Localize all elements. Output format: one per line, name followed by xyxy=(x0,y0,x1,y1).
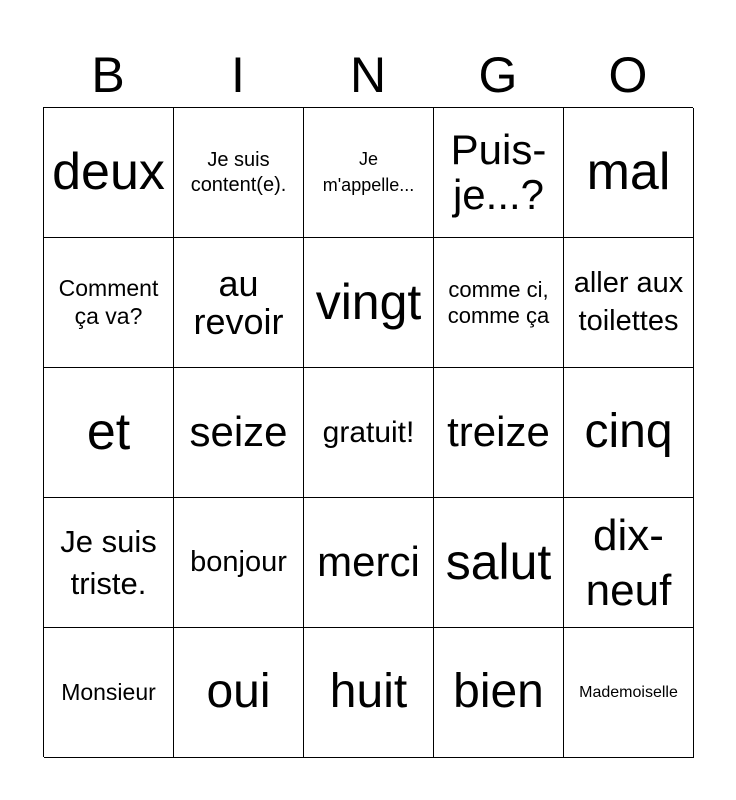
header-letter-b: B xyxy=(91,47,125,103)
bingo-cell[interactable] xyxy=(174,238,304,368)
bingo-cell[interactable] xyxy=(434,498,564,628)
bingo-cell[interactable] xyxy=(434,628,564,758)
cell-text: dix-neuf xyxy=(585,510,672,615)
cell-text: treize xyxy=(447,408,550,456)
cell-text: vingt xyxy=(315,274,422,331)
bingo-cell[interactable] xyxy=(304,108,434,238)
cell-text: bonjour xyxy=(190,546,287,579)
cell-text: Je m'appelle... xyxy=(322,149,415,195)
bingo-cell[interactable] xyxy=(304,498,434,628)
bingo-cell[interactable] xyxy=(174,498,304,628)
cell-text: au revoir xyxy=(193,262,284,342)
cell-text: et xyxy=(86,403,131,462)
bingo-cell[interactable] xyxy=(44,238,174,368)
bingo-cell[interactable] xyxy=(434,108,564,238)
cell-text: bien xyxy=(453,665,544,719)
header-letter-g: G xyxy=(478,47,518,103)
cell-text: Je suis triste. xyxy=(60,523,157,601)
cell-text: Je suis content(e). xyxy=(190,148,287,196)
cell-text: seize xyxy=(189,408,288,456)
cell-text: Comment ça va? xyxy=(58,274,159,329)
bingo-cell[interactable] xyxy=(174,368,304,498)
bingo-cell[interactable] xyxy=(304,368,434,498)
cell-text: comme ci, comme ça xyxy=(447,277,550,328)
bingo-cell[interactable] xyxy=(434,238,564,368)
bingo-board xyxy=(43,107,693,757)
cell-text: huit xyxy=(329,665,408,719)
bingo-cell[interactable] xyxy=(564,238,694,368)
bingo-cell[interactable] xyxy=(44,498,174,628)
cell-text: Mademoiselle xyxy=(579,683,678,701)
bingo-cell[interactable] xyxy=(44,628,174,758)
cell-text: salut xyxy=(445,534,552,591)
cell-text: oui xyxy=(206,665,271,719)
cell-text: gratuit! xyxy=(322,415,415,449)
cell-text: mal xyxy=(586,143,671,202)
bingo-cell[interactable] xyxy=(304,628,434,758)
header-letter-i: I xyxy=(231,47,245,103)
bingo-cell[interactable] xyxy=(44,108,174,238)
bingo-cell[interactable] xyxy=(304,238,434,368)
cell-text: merci xyxy=(317,538,420,586)
cell-text: Monsieur xyxy=(61,679,156,706)
cell-text: aller aux toilettes xyxy=(573,266,684,337)
bingo-cell[interactable] xyxy=(44,368,174,498)
header-letter-n: N xyxy=(349,47,387,103)
bingo-cell[interactable] xyxy=(564,368,694,498)
bingo-cell[interactable] xyxy=(434,368,564,498)
header-letter-o: O xyxy=(608,47,648,103)
bingo-cell[interactable] xyxy=(564,108,694,238)
bingo-cell[interactable] xyxy=(564,628,694,758)
cell-text: cinq xyxy=(584,405,673,459)
bingo-header xyxy=(43,44,693,106)
bingo-cell[interactable] xyxy=(174,108,304,238)
bingo-cell[interactable] xyxy=(174,628,304,758)
cell-text: Puis-je...? xyxy=(450,126,547,218)
cell-text: deux xyxy=(52,143,165,202)
bingo-cell[interactable] xyxy=(564,498,694,628)
